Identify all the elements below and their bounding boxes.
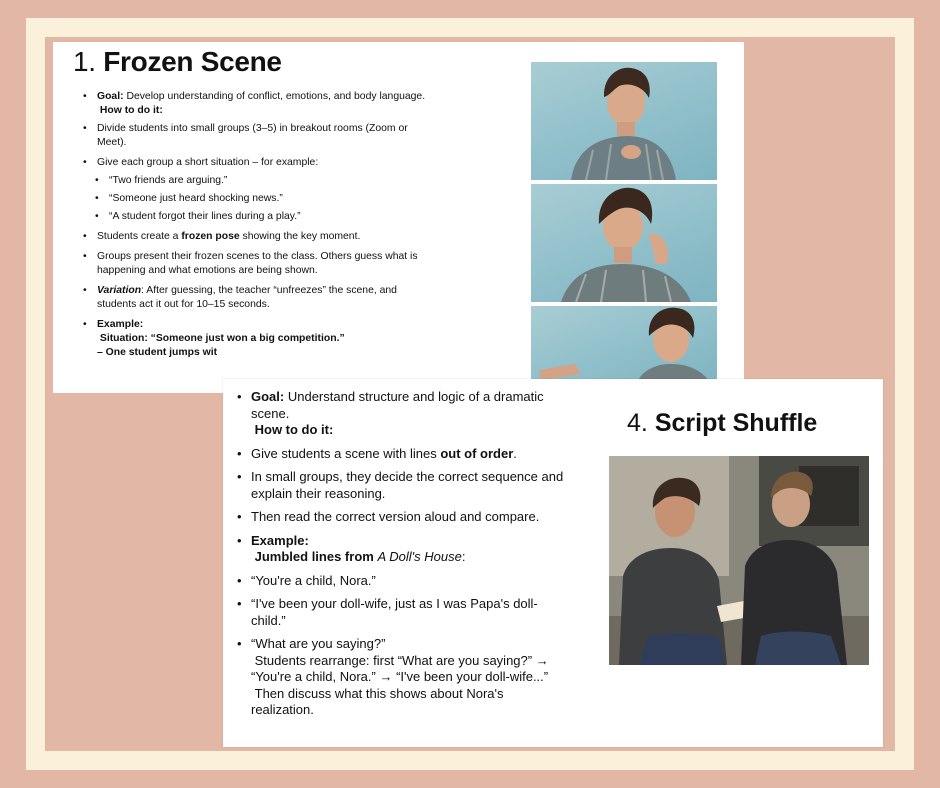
give-text: Give students a scene with lines (251, 445, 441, 461)
line3-text: “What are you saying?” (251, 636, 386, 651)
list-item (237, 389, 567, 439)
list-item (83, 230, 433, 244)
list-subitem: • “Someone just heard shocking news.” (83, 192, 433, 206)
list-item: • In small groups, they decide the correct sequence and explain their reasoning. (237, 469, 567, 502)
jump-text: – One student jumps wit (97, 347, 218, 358)
give-text-end: . (513, 445, 517, 461)
jumbled-label: Jumbled lines from (254, 549, 378, 564)
list-subitem: • “Two friends are arguing.” (83, 174, 433, 188)
list-item: • Then read the correct version aloud and compare. (237, 509, 567, 526)
variation-label: Variation (97, 285, 142, 296)
create-text: Students create a (97, 231, 182, 242)
list-item (237, 446, 567, 463)
give-bold: out of order (440, 445, 514, 461)
slide1-title-number: 1. (73, 46, 96, 77)
slide2-title (627, 409, 817, 438)
how-label: How to do it: (254, 422, 334, 437)
list-item: • “You're a child, Nora.” (237, 573, 567, 590)
portrait-photo (531, 184, 717, 302)
list-subitem: • “A student forgot their lines during a play.” (83, 210, 433, 224)
slide-frozen-scene (53, 42, 744, 393)
slide1-bullet-list (83, 90, 433, 366)
jumbled-colon: : (461, 549, 466, 564)
create-bold: frozen pose (181, 231, 240, 242)
situation-text: Situation: “Someone just won a big competition.” (99, 333, 345, 344)
portrait-photo (531, 306, 717, 384)
list-item (237, 533, 567, 566)
play-title: A Doll's House (377, 549, 462, 564)
slide2-title-number: 4. (627, 409, 648, 437)
rearrange-text: Students rearrange: first “What are you saying?” → “You're a child, Nora.” → “I've been your doll-wife...” (251, 652, 549, 684)
discuss-text: Then discuss what this shows about Nora's realization. (251, 685, 504, 717)
list-item (83, 318, 433, 360)
slide1-title-text: Frozen Scene (103, 46, 282, 77)
goal-label: Goal: (251, 389, 285, 404)
list-item (83, 284, 433, 312)
goal-label: Goal: (97, 91, 124, 102)
how-label: How to do it: (99, 105, 163, 116)
slide-script-shuffle (223, 379, 883, 747)
example-label: Example: (97, 319, 144, 330)
list-item: • Give each group a short situation – for example: (83, 156, 433, 170)
goal-text: Develop understanding of conflict, emotions, and body language. (123, 91, 426, 102)
list-item: • Groups present their frozen scenes to the class. Others guess what is happening and what emotions are being shown. (83, 250, 433, 278)
slide2-title-text: Script Shuffle (654, 409, 818, 437)
list-item (83, 90, 433, 118)
slide1-title (73, 46, 282, 78)
photo-column (531, 62, 717, 388)
variation-text: : After guessing, the teacher “unfreezes” the scene, and students act it out for 10–15 seconds. (97, 285, 397, 310)
list-item: • “I've been your doll-wife, just as I was Papa's doll-child.” (237, 596, 567, 629)
example-label: Example: (251, 532, 309, 548)
create-text-end: showing the key moment. (239, 231, 361, 242)
portrait-photo (531, 62, 717, 180)
slide2-bullet-list (237, 389, 567, 726)
list-item (237, 636, 567, 719)
two-men-photo (609, 456, 869, 665)
list-item: • Divide students into small groups (3–5) in breakout rooms (Zoom or Meet). (83, 122, 433, 150)
goal-text: Understand structure and logic of a dramatic scene. (251, 389, 544, 421)
